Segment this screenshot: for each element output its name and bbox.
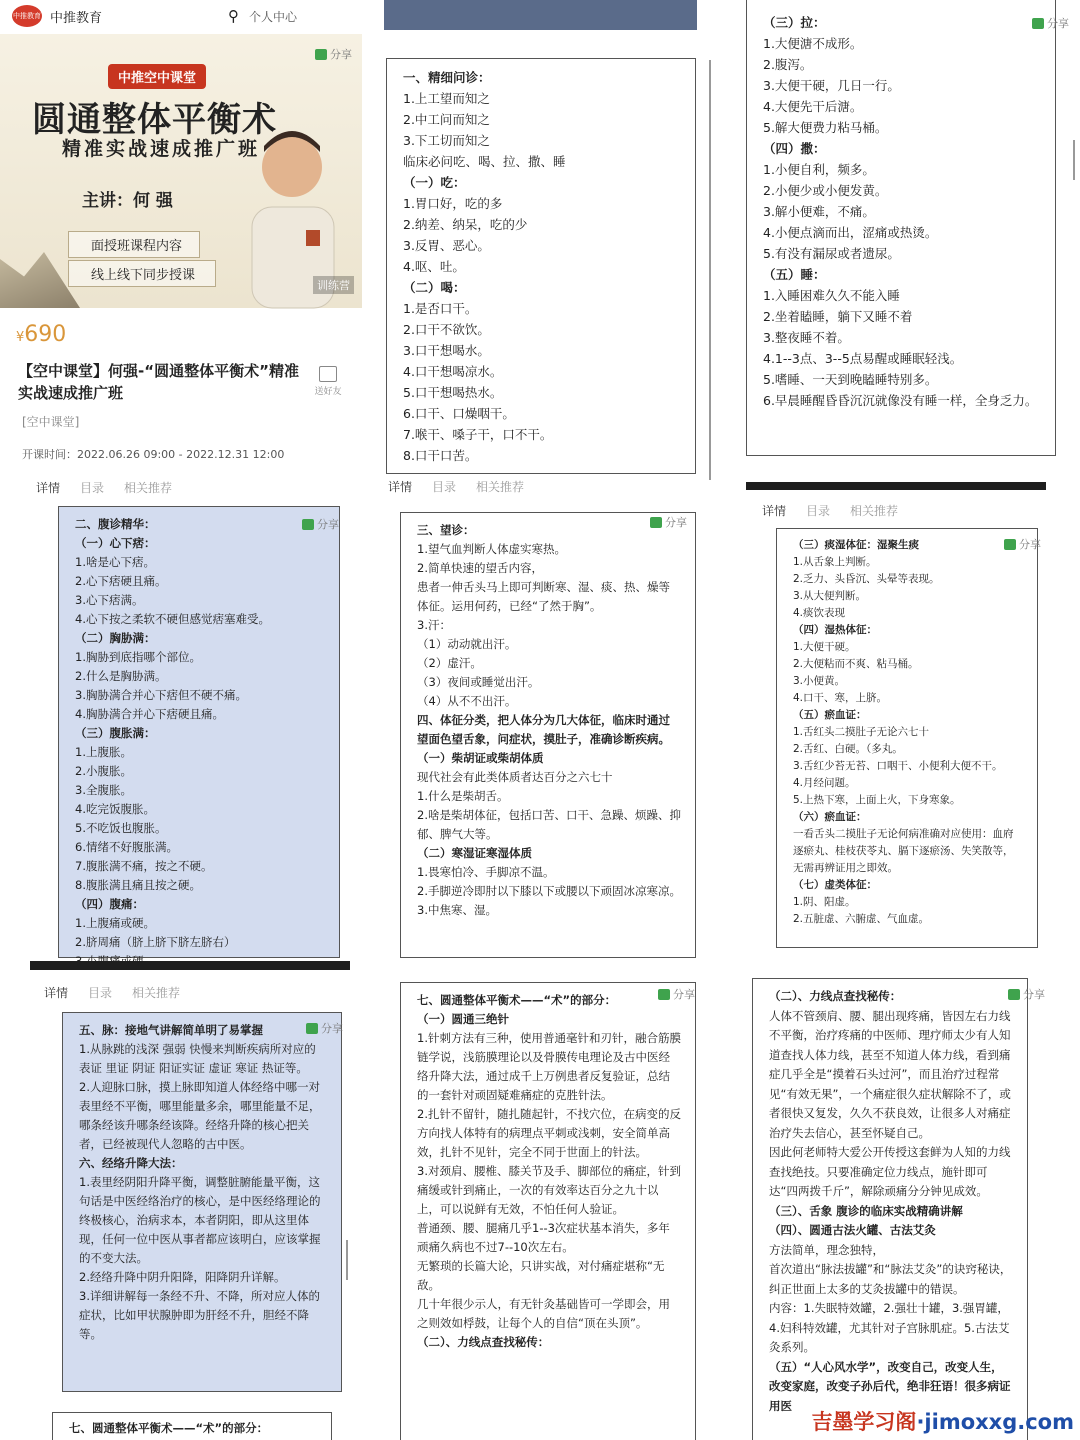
doc-line: （3）夜间或睡觉出汗。 (417, 675, 540, 689)
brand-logo: 中推教育 (12, 5, 42, 27)
share-label: 分享 (330, 48, 352, 61)
doc-line: 3.对颈肩、腰椎、膝关节及手、脚部位的痛症，针到痛缓或针到痛止，一次的有效率达百分之九十以上，可以说鲜有无效，不怕任何人验证。 (417, 1164, 681, 1216)
doc-line: 2.小便少或小便发黄。 (763, 183, 888, 198)
doc-line: 2.啥是柴胡体征，包括口苦、口干、急躁、烦躁、抑郁、脾气大等。 (417, 808, 681, 841)
doc-line: 3.反胃、恶心。 (403, 238, 490, 253)
doc-line: 1.畏寒怕冷、手脚凉不温。 (417, 865, 555, 879)
tab-bar (36, 479, 172, 496)
tab-catalog[interactable]: 目录 (88, 986, 113, 1000)
doc-line: （2）虚汗。 (417, 656, 482, 670)
doc-line: 2.口干不欲饮。 (403, 322, 490, 337)
doc-line: 七、圆通整体平衡术——“术”的部分： (69, 1421, 269, 1435)
doc-line: 2.五脏虚、六腑虚、气血虚。 (793, 913, 930, 925)
doc-line: 七、圆通整体平衡术——“术”的部分： (417, 993, 617, 1007)
doc-panel-excretion-sleep (746, 0, 1056, 456)
doc-line: 5.解大便费力粘马桶。 (763, 120, 888, 135)
doc-line: 4.胸胁满合并心下痞硬且痛。 (75, 707, 224, 721)
banner-bullet: 面授班课程内容 (68, 231, 200, 258)
doc-panel-observation (400, 512, 696, 958)
doc-line: 患者一伸舌头马上即可判断寒、湿、痰、热、燥等体征。运用何药，已经“了然于胸”。 (417, 580, 670, 613)
share-icon (315, 49, 327, 60)
doc-line: 现代社会有此类体质者达百分之六七十 (417, 770, 613, 784)
doc-line: 一、精细问诊： (403, 70, 491, 85)
doc-line: （4）从不不出汗。 (417, 694, 517, 708)
doc-line: 2.舌红、白硬。（多丸。 (793, 743, 903, 755)
course-time: 开课时间：2022.06.26 09:00 - 2022.12.31 12:00 (22, 448, 285, 461)
doc-line: （四）撒： (763, 141, 826, 156)
doc-line: 4.大便先干后溏。 (763, 99, 863, 114)
doc-line: （四）、圆通古法火罐、古法艾灸 (769, 1223, 936, 1237)
profile-link[interactable]: 个人中心 (249, 9, 298, 24)
doc-line: 3.口干想喝水。 (403, 343, 490, 358)
doc-panel-technique-preview (52, 1412, 332, 1440)
doc-line: 3.小便黄。 (793, 675, 846, 687)
doc-line: 3.下工切而知之 (403, 133, 490, 148)
share-icon (658, 989, 670, 1000)
doc-line: （二）、力线点查找秘传： (417, 1335, 550, 1349)
doc-panel-abdominal (58, 506, 340, 958)
doc-line: （一）心下痞： (75, 536, 156, 550)
doc-line: 3.中焦寒、湿。 (417, 903, 497, 917)
share-label: 分享 (1047, 17, 1069, 30)
doc-line: 1.什么是柴胡舌。 (417, 789, 509, 803)
tab-details[interactable]: 详情 (388, 480, 413, 494)
doc-line: 3.汗： (417, 618, 451, 632)
doc-line: 1.小便自利，频多。 (763, 162, 875, 177)
tab-catalog[interactable]: 目录 (432, 480, 457, 494)
doc-line: 4.呕、吐。 (403, 259, 465, 274)
doc-line: 三、望诊： (417, 523, 475, 537)
share-icon (1008, 989, 1020, 1000)
doc-line: 4.口干、寒，上脐。 (793, 692, 888, 704)
share-icon (302, 519, 314, 530)
product-title: 【空中课堂】何强-“圆通整体平衡术”精准实战速成推广班 (18, 362, 299, 402)
doc-line: 二、腹诊精华： (75, 517, 156, 531)
share-button[interactable] (302, 516, 339, 532)
doc-line: 4.小便点滴而出，涩痛或热烫。 (763, 225, 938, 240)
share-label: 分享 (673, 988, 695, 1001)
share-button[interactable] (315, 46, 352, 62)
doc-line: 1.胃口好，吃的多 (403, 196, 503, 211)
share-button[interactable] (1004, 536, 1041, 552)
share-label: 分享 (1019, 538, 1041, 551)
share-button[interactable] (306, 1020, 343, 1036)
doc-line: 2.腹泻。 (763, 57, 813, 72)
doc-panel-pulse (62, 1012, 342, 1392)
doc-panel-inquiry (386, 58, 696, 474)
doc-line: （六）瘀血证： (793, 811, 867, 823)
doc-line: 1.大便干硬。 (793, 641, 856, 653)
doc-line: （1）动动就出汗。 (417, 637, 517, 651)
doc-line: 4.心下按之柔软不硬但感觉痞塞难受。 (75, 612, 270, 626)
share-icon (650, 517, 662, 528)
watermark: 吉墨学习阁·jimoxxg.com (811, 1410, 1074, 1434)
doc-line: 2.心下痞硬且痛。 (75, 574, 167, 588)
doc-line: 2.人迎脉口脉，摸上脉即知道人体经络中哪一对表里经不平衡，哪里能量多余，哪里能量不足，哪条经该升哪条经该降。经络升降的核心把关者，已经被现代人忽略的古中医。 (79, 1080, 321, 1151)
doc-line: 1.舌红头二摸肚子无论六七十 (793, 726, 930, 738)
doc-line: 3.解小便难，不痛。 (763, 204, 875, 219)
doc-line: 临床必问吃、喝、拉、撒、睡 (403, 154, 566, 169)
doc-line: 4.月经问题。 (793, 777, 856, 789)
doc-line: 2.什么是胸胁满。 (75, 669, 167, 683)
doc-line: 1.上腹痛或硬。 (75, 916, 155, 930)
doc-line: 4.吃完饭腹胀。 (75, 802, 155, 816)
share-label: 分享 (1023, 988, 1045, 1001)
tab-related[interactable]: 相关推荐 (132, 986, 181, 1000)
watermark-url: jimoxxg.com (924, 1410, 1074, 1434)
doc-line: 5.上热下寒，上面上火，下身寒象。 (793, 794, 961, 806)
doc-line: 无繁琐的长篇大论，只讲实战，对付痛症堪称“无敌。 (417, 1259, 665, 1292)
doc-line: 1.胸胁到底指哪个部位。 (75, 650, 201, 664)
doc-panel-force-line (752, 978, 1028, 1440)
doc-panel-constitution (776, 528, 1038, 948)
doc-line: 首次道出“脉法拔罐”和“脉法艾灸”的诀窍秘诀，纠正世面上太多的艾灸拔罐中的错误。 (769, 1262, 1012, 1296)
doc-line: 6.情绪不好腹胀满。 (75, 840, 178, 854)
doc-line: 3.详细讲解每一条经不升、不降，所对应人体的症状，比如甲状腺肿即为肝经不升，胆经不降等。 (79, 1289, 320, 1341)
doc-line: 2.中工问而知之 (403, 112, 490, 127)
doc-line: 1.阴、阳虚。 (793, 896, 856, 908)
tab-related[interactable]: 相关推荐 (850, 504, 899, 518)
banner-lecturer: 主讲：何 强 (82, 191, 173, 211)
tab-catalog[interactable]: 目录 (806, 504, 831, 518)
doc-line: 5.口干想喝热水。 (403, 385, 503, 400)
doc-line: （三）痰湿体征：湿聚生痰 (793, 539, 919, 551)
doc-line: 普通颈、腰、腿痛几乎1--3次症状基本消失，多年顽痛久病也不过7--10次左右。 (417, 1221, 670, 1254)
doc-line: 6.口干、口燥咽干。 (403, 406, 515, 421)
doc-line: （二）、力线点查找秘传： (769, 989, 902, 1003)
doc-line: 2.大便粘而不爽、粘马桶。 (793, 658, 919, 670)
doc-line: 2.小腹胀。 (75, 764, 132, 778)
banner-subtitle: 精准实战速成推广班 (62, 138, 261, 160)
share-button[interactable] (658, 986, 695, 1002)
share-button[interactable] (1032, 15, 1069, 31)
doc-line: 1.啥是心下痞。 (75, 555, 155, 569)
tab-bar (388, 478, 524, 495)
doc-line: 方法简单，理念独特， (769, 1242, 884, 1257)
gift-label: 送好友 (314, 387, 342, 397)
doc-line: 5.嗜睡、一天到晚瞌睡特别多。 (763, 372, 938, 387)
scrollbar[interactable] (709, 60, 711, 480)
banner-bullet: 线上线下同步授课 (68, 260, 216, 287)
doc-line: 5.不吃饭也腹胀。 (75, 821, 167, 835)
doc-line: 六、经络升降大法： (79, 1156, 183, 1170)
doc-line: 1.大便溏不成形。 (763, 36, 863, 51)
doc-line: 7.腹胀满不痛，按之不硬。 (75, 859, 213, 873)
doc-line: 3.胸胁满合并心下痞但不硬不痛。 (75, 688, 247, 702)
doc-line: 几十年很少示人，有无针灸基础皆可一学即会，用之则效如桴鼓，让每个人的自信“顶在头顶”。 (417, 1297, 670, 1330)
doc-line: （七）虚类体征： (793, 879, 877, 891)
share-button[interactable] (650, 514, 687, 530)
doc-line: 2.纳差、纳呆，吃的少 (403, 217, 528, 232)
currency-symbol: ¥ (16, 330, 25, 345)
doc-line: 7.喉干、嗓子干，口不干。 (403, 427, 553, 442)
tab-related[interactable]: 相关推荐 (124, 481, 173, 495)
doc-line: （四）腹痛： (75, 897, 144, 911)
doc-line: 五、脉：接地气讲解简单明了易掌握 (79, 1023, 263, 1037)
doc-line: 1.从脉跳的浅深 强弱 快慢来判断疾病所对应的表证 里证 阴证 阳证实证 虚证 寒证 热证等。 (79, 1042, 316, 1075)
doc-line: 6.早晨睡醒昏昏沉沉就像没有睡一样，全身乏力。 (763, 393, 1038, 408)
share-icon (1004, 539, 1016, 550)
tab-details[interactable]: 详情 (36, 481, 61, 495)
doc-line: 3.全腹胀。 (75, 783, 132, 797)
doc-line: 1.表里经阴阳升降平衡，调整脏腑能量平衡，这句话是中医经络治疗的核心，是中医经络理论的终极核心，治病求本，本者阴阳，即从这里体现，任何一位中医从事者都应该明白，应该掌握的不变大法。 (79, 1175, 321, 1265)
doc-line: 4.痰饮表现 (793, 607, 846, 619)
doc-line: 人体不管颈肩、腰、腿出现疼痛，皆因左右力线不平衡，治疗疼痛的中医师、理疗师太少有人知道查找人体力线，甚至不知道人体力线，看到痛症几乎全是“摸着石头过河”，而且治疗过程常见“有效无果”，一个痛症很久症状解除不了，或者很快又复发，久久不获良效，让很多人对痛症治疗失去信心，甚至怀疑自己。 (769, 1008, 1011, 1140)
scrollbar[interactable] (1073, 140, 1075, 180)
doc-line: 1.针刺方法有三种，使用普通毫针和刃针，融合筋膜链学说，浅筋膜理论以及骨膜传电理论及古中医经络升降大法，通过成千上万例患者反复验证，总结的一套针对顽固疑难痛症的克胜针法。 (417, 1031, 681, 1102)
tab-details[interactable]: 详情 (762, 504, 787, 518)
category-tag: [空中课堂] (22, 415, 80, 429)
divider-bar (746, 482, 1046, 490)
doc-line: 2.简单快速的望舌内容， (417, 561, 543, 575)
share-label: 分享 (321, 1022, 343, 1035)
doc-line: 因此何老师特大爱公开传授这套鲜为人知的力线查找绝技。只要准确定位力线点，施针即可达“四两拨千斤”，解除顽痛分分钟见成效。 (769, 1145, 1011, 1198)
doc-line: 1.上工望而知之 (403, 91, 490, 106)
doc-line: （二）喝： (403, 280, 466, 295)
doc-line: 1.从舌象上判断。 (793, 556, 877, 568)
doc-line: 2.经络升降中阴升阳降，阳降阴升详解。 (79, 1270, 286, 1284)
banner-corner-label: 训练营 (313, 276, 354, 294)
app-header (0, 0, 365, 32)
banner-title: 圆通整体平衡术 (32, 100, 277, 140)
divider-bar (30, 961, 350, 970)
share-icon (1032, 18, 1044, 29)
share-button[interactable] (1008, 986, 1045, 1002)
doc-line: 内容：1.失眠特效罐，2.强壮十罐，3.强胃罐，4.妇科特效罐，尤其针对子宫脉肌症。5.古法艾灸系列。 (769, 1301, 1010, 1354)
watermark-text: 吉墨学习阁 (811, 1410, 917, 1434)
doc-line: 3.从大便判断。 (793, 590, 867, 602)
course-banner[interactable] (0, 34, 362, 308)
doc-line: 四、体征分类，把人体分为几大体征，临床时通过望面色望舌象，问症状，摸肚子，准确诊断疾病。 (417, 713, 670, 746)
doc-line: （四）湿热体征： (793, 624, 877, 636)
doc-line: （五）睡： (763, 267, 826, 282)
doc-line: 1.入睡困难久久不能入睡 (763, 288, 900, 303)
share-icon (306, 1023, 318, 1034)
tab-related[interactable]: 相关推荐 (476, 480, 525, 494)
doc-line: 8.腹胀满且痛且按之硬。 (75, 878, 201, 892)
doc-line: 2.脐周痛（脐上脐下脐左脐右） (75, 935, 236, 949)
doc-line: 4.1--3点、3--5点易醒或睡眠轻浅。 (763, 351, 963, 366)
price-value: 690 (24, 322, 67, 347)
tab-details[interactable]: 详情 (44, 986, 69, 1000)
price (16, 322, 66, 347)
doc-line: 2.手脚逆冷即肘以下膝以下或腰以下顽固冰凉寒凉。 (417, 884, 681, 898)
scrollbar[interactable] (346, 1240, 348, 1280)
doc-line: （五）瘀血证： (793, 709, 867, 721)
gift-button[interactable] (310, 366, 346, 397)
doc-line: （一）吃： (403, 175, 466, 190)
doc-line: 1.是否口干。 (403, 301, 478, 316)
share-label: 分享 (317, 518, 339, 531)
doc-line: （五）“人心风水学”，改变自己，改变人生，改变家庭，改变子孙后代，绝非狂语！很多病证用医 (769, 1359, 1011, 1413)
doc-line: （三）拉： (763, 15, 826, 30)
doc-line: （二）寒湿证寒湿体质 (417, 846, 532, 860)
banner-tag: 中推空中课堂 (108, 64, 206, 89)
doc-line: （三）腹胀满： (75, 726, 156, 740)
doc-line: （三）、舌象 腹诊的临床实战精确讲解 (769, 1203, 963, 1218)
doc-line: 1.望气血判断人体虚实寒热。 (417, 542, 566, 556)
doc-line: 4.口干想喝凉水。 (403, 364, 503, 379)
tab-bar (44, 984, 180, 1001)
top-image-strip (384, 0, 697, 30)
doc-line: 3.舌红少苔无苔、口咽干、小便利大便不干。 (793, 760, 1003, 772)
app-name: 中推教育 (50, 10, 103, 26)
tab-catalog[interactable]: 目录 (80, 481, 105, 495)
doc-line: 2.乏力、头昏沉、头晕等表现。 (793, 573, 940, 585)
doc-line: 8.口干口苦。 (403, 448, 478, 463)
gift-icon (319, 366, 337, 382)
doc-line: 5.有没有漏尿或者遗尿。 (763, 246, 900, 261)
doc-line: 一看舌头二摸肚子无论何病准确对应使用：血府逐瘀丸、桂枝茯苓丸、膈下逐瘀汤、失笑散等，无需再辨证用之即效。 (793, 828, 1014, 874)
doc-panel-technique (400, 982, 696, 1440)
doc-line: （二）胸胁满： (75, 631, 156, 645)
share-label: 分享 (665, 516, 687, 529)
doc-line: （一）圆通三绝针 (417, 1012, 509, 1026)
tab-bar (762, 502, 898, 519)
doc-line: 3.整夜睡不着。 (763, 330, 850, 345)
doc-line: 2.扎针不留针，随扎随起针，不找穴位，在病变的反方向找人体特有的病理点平刺或浅刺，安全简单高效，扎针不见针，完全不同于世面上的针法。 (417, 1107, 681, 1159)
search-icon[interactable]: ⚲ (228, 7, 240, 25)
doc-line: 3.心下痞满。 (75, 593, 144, 607)
doc-line: 2.坐着瞌睡，躺下又睡不着 (763, 309, 913, 324)
doc-line: 3.大便干硬，几日一行。 (763, 78, 900, 93)
doc-line: 1.上腹胀。 (75, 745, 132, 759)
doc-line: （一）柴胡证或柴胡体质 (417, 751, 544, 765)
